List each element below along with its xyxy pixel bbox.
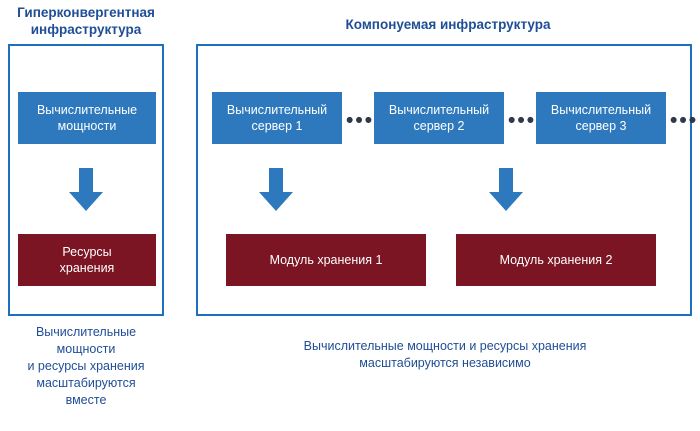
left-storage-box-line1: Ресурсы bbox=[62, 245, 112, 259]
left-compute-box-line1: Вычислительные bbox=[36, 103, 138, 117]
right-arrow-down-2 bbox=[488, 168, 524, 212]
right-compute-box-1 bbox=[212, 92, 342, 144]
right-compute-box-2-line1: Вычислительный bbox=[388, 103, 490, 117]
left-caption-line5: вместе bbox=[65, 393, 107, 407]
left-arrow-down bbox=[68, 168, 104, 212]
right-compute-box-2-line2: сервер 2 bbox=[413, 119, 465, 133]
right-compute-box-3 bbox=[536, 92, 666, 144]
arrow-down-icon bbox=[488, 168, 524, 212]
left-storage-box-line2: хранения bbox=[59, 261, 115, 275]
left-caption-line1: Вычислительные bbox=[35, 325, 137, 339]
arrow-down-icon bbox=[68, 168, 104, 212]
left-compute-box-line2: мощности bbox=[57, 119, 117, 133]
right-caption-line1: Вычислительные мощности и ресурсы хранения bbox=[303, 339, 587, 353]
right-compute-box-3-line1: Вычислительный bbox=[550, 103, 652, 117]
left-caption-line3: и ресурсы хранения bbox=[27, 359, 145, 373]
right-caption-line2: масштабируются независимо bbox=[359, 356, 531, 370]
left-compute-box bbox=[18, 92, 156, 144]
left-caption-line4: масштабируются bbox=[36, 376, 136, 390]
left-section-caption bbox=[2, 324, 170, 409]
arrow-down-icon bbox=[258, 168, 294, 212]
right-compute-box-2 bbox=[374, 92, 504, 144]
composable-panel bbox=[196, 44, 699, 316]
right-compute-box-1-line1: Вычислительный bbox=[226, 103, 328, 117]
hyperconverged-panel bbox=[8, 44, 164, 316]
left-section-title-line1: Гиперконвергентная bbox=[17, 5, 155, 20]
left-caption-line2: мощности bbox=[56, 342, 116, 356]
left-storage-box bbox=[18, 234, 156, 286]
ellipsis-2: ••• bbox=[508, 109, 537, 132]
right-section-title: Компонуемая инфраструктура bbox=[345, 17, 551, 32]
ellipsis-3: ••• bbox=[670, 109, 699, 132]
right-section-caption bbox=[200, 338, 690, 372]
right-storage-box-1: Модуль хранения 1 bbox=[226, 234, 426, 286]
right-compute-box-3-line2: сервер 3 bbox=[575, 119, 627, 133]
left-section-title bbox=[0, 4, 172, 38]
left-section-title-line2: инфраструктура bbox=[30, 22, 142, 37]
right-arrow-down-1 bbox=[258, 168, 294, 212]
right-storage-box-2: Модуль хранения 2 bbox=[456, 234, 656, 286]
right-compute-box-1-line2: сервер 1 bbox=[251, 119, 303, 133]
ellipsis-1: ••• bbox=[346, 109, 375, 132]
